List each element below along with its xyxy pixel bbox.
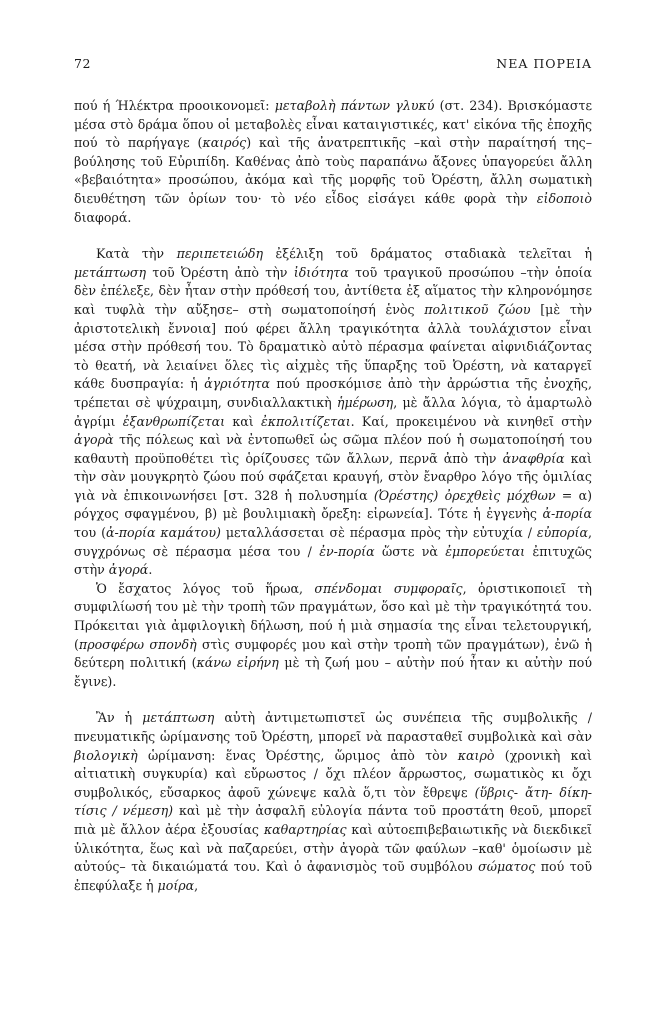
paragraph-1 (74, 97, 592, 227)
text-segment: αὐτὴ ἀντιμετωπιστεῖ ὡς συνέπεια τῆς συμβολικῆς / πνευματικῆς ὡρίμανσης τοῦ Ὀρέστη, μπορεῖ νὰ παρασταθεῖ συμβολικὰ καὶ σὰν (74, 710, 592, 744)
text-segment: ὡρίμανση: ἕνας Ὀρέστης, ὥριμος ἀπὸ τὸν (137, 747, 458, 763)
text-segment: , μὲ ἄλλα λόγια, τὸ ἁμαρτωλὸ ἀγρίμι (74, 394, 592, 429)
text-segment: Κατὰ τὴν (96, 246, 177, 262)
text-segment: ἐξέλιξη τοῦ δράματος σταδιακὰ τελεῖται ἡ (263, 246, 592, 262)
italic-text-segment: ἐξανθρωπίζεται (122, 413, 226, 429)
text-segment: Ἂν ἡ (96, 710, 143, 726)
italic-text-segment: καιρὸ (457, 747, 495, 763)
italic-text-segment: πολιτικοῦ ζώου (424, 301, 531, 317)
paragraph-2 (74, 245, 592, 580)
italic-text-segment: (ὕβρις- ἄτη- δίκη- τίσις / νέμεση) (74, 784, 593, 819)
italic-text-segment: ἀγορὰ (74, 432, 114, 448)
italic-text-segment: εἰδοποιὸ (536, 190, 592, 206)
italic-text-segment: βιολογικὴ (74, 747, 138, 763)
text-segment: , ὁριστικοποιεῖ τὴ συμφιλίωσή του μὲ τὴν τροπὴ τῶν πραγμάτων, ὅσο καὶ μὲ τὴν τραγικότητά του. Πρόκειται γιὰ ἀμφιλογικὴ δήλωση, πού ἡ μιὰ σημασία της εἶναι τελετουργική, ( (74, 580, 592, 652)
italic-text-segment: σώματος (478, 859, 536, 875)
italic-text-segment: σπένδομαι συμφοραῖς (314, 580, 463, 596)
text-segment: , (194, 877, 199, 893)
italic-text-segment: κάνω εἰρήνη (196, 655, 279, 671)
italic-text-segment: ἐμπορεύεται (445, 543, 526, 559)
page-number: 72 (74, 56, 91, 71)
text-segment: πού προσκόμισε ἀπὸ τὴν ἀρρώστια τῆς ἐνοχῆς, τρέπεται σὲ ψύχραιμη, συνδιαλλακτικὴ (74, 376, 592, 410)
text-segment: [μὲ τὴν ἀριστοτελικὴ ἔννοια] πού φέρει ἄλλη τραγικότητα ἀλλὰ τουλάχιστον εἶναι μέσα στὴν πρόθεσή του. Τὸ δραματικὸ αὐτὸ πέρασμα φαίνεται αἰφνιδιάζοντας τὸ θεατή, νὰ λειαίνει ὅλες τὶς αἰχμὲς τῆς ὕπαρξης τοῦ Ὀρέστη, νὰ καταργεῖ κάθε δυσπραγία: ἡ (74, 301, 592, 392)
text-segment: του ( (74, 525, 107, 541)
italic-text-segment: μετάπτωση (74, 264, 147, 280)
paragraph-3 (74, 580, 592, 692)
italic-text-segment: ἐκπολιτίζεται (260, 413, 351, 429)
italic-text-segment: μοίρα (157, 877, 195, 893)
text-segment: τοῦ τραγικοῦ προσώπου –τὴν ὁποία δὲν ἐπέλεξε, δὲν ἦταν στὴν πρόθεσή του, ἀντίθετα ἐξ αἵματος τὴν κληρονόμησε καὶ τυφλὰ τὴν αὔξησε– στὴ σωματοποίησή ἑνὸς (74, 264, 592, 317)
text-segment: ) καὶ τῆς ἀνατρεπτικῆς –καὶ στὴν παραίτησή της– βούλησης τοῦ Εὐριπίδη. Καθένας ἀπὸ τοὺς παραπάνω ἄξονες ὑπαγορεύει ἄλλη «βεβαιότητα» προσώπου, ἀκόμα καὶ τῆς μορφῆς τοῦ Ὀρέστη, ἄλλη σωματικὴ διευθέτηση τῶν ὁρίων του· τὸ νέο εἶδος εἰσάγει κάθε φορὰ τὴν (74, 135, 592, 206)
italic-text-segment: ἀγριότητα (204, 376, 271, 392)
text-segment: πού ή Ήλέκτρα προοικονομεῖ: (74, 98, 275, 113)
text-segment: . Καί, προκειμένου νὰ κινηθεῖ στὴν (350, 413, 592, 429)
text-segment: τῆς πόλεως καὶ νὰ ἐντοπωθεῖ ὡς σῶμα πλέον πού ἡ σωματοποίησή του καθαυτὴ προϋποθέτει τὶς ὁρίζουσες τῶν ἄλλων, περνᾶ ἀπὸ τὴν (74, 432, 592, 466)
italic-text-segment: προσφέρω σπονδὴ (78, 636, 197, 652)
italic-text-segment: ἰδιότητα (293, 264, 349, 280)
italic-text-segment: ἀναφθρία (502, 450, 565, 466)
italic-text-segment: μετάπτωση (142, 710, 215, 726)
text-segment: Ὁ ἔσχατος λόγος τοῦ ἥρωα, (96, 580, 315, 596)
text-segment: (χρονικὴ καὶ αἰτιατικὴ συγκυρία) καὶ εὔρωστος / ὄχι πλέον ἄρρωστος, σωματικὸς κι ὄχι συμβολικός, εὔσαρκος ἀφοῦ χώνεψε καλὰ ὅ,τι τὸν ἔθρεψε (74, 747, 592, 800)
italic-text-segment: ἡμέρωση (336, 394, 394, 410)
text-segment: στὶς συμφορές μου καὶ στὴν τροπὴ τῶν πραγμάτων), ἐνῶ ἡ δεύτερη πολιτική ( (74, 636, 592, 671)
text-segment: μὲ τὴ ζωή μου – αὐτὴν πού ἦταν κι αὐτὴν πού ἔγινε). (74, 655, 592, 689)
paragraph-gap (74, 227, 592, 245)
text-segment: καὶ μὲ τὴν ἀσφαλῆ εὐλογία πάντα τοῦ προστάτη θεοῦ, μπορεῖ πιὰ μὲ ἄλλον ἀέρα ἐξουσίας (74, 803, 592, 837)
text-segment: μεταλλάσσεται σὲ πέρασμα πρὸς τὴν εὐτυχία / (220, 525, 537, 541)
italic-text-segment: μεταβολὴ πάντων γλυκύ (274, 98, 435, 113)
text-segment: = α) ρόγχος σφαγμένου, β) μὲ βουλιμιακὴ ὄρεξη: εἰρωνεία]. Τότε ἡ ἐγγενὴς (74, 487, 593, 522)
italic-text-segment: ἀ-πορία καμάτου) (106, 525, 221, 541)
italic-text-segment: ἀ-πορία (542, 506, 592, 522)
text-segment: τοῦ Ὀρέστη ἀπὸ τὴν (146, 264, 294, 280)
italic-text-segment: ἀγορά (108, 562, 149, 578)
italic-text-segment: (Ὀρέστης) ὀρεχθεὶς μόχθων (373, 487, 556, 503)
italic-text-segment: περιπετειώδη (176, 246, 264, 262)
italic-text-segment: ἐν-πορία (319, 543, 375, 559)
paragraph-4 (74, 709, 592, 895)
text-segment: (στ. 234). Βρισκόμαστε μέσα στὸ δράμα ὅπου οἱ μεταβολὲς εἶναι καταιγιστικές, κατ' εἰκόνα τῆς ἐποχῆς πού τὸ παρήγαγε ( (74, 98, 592, 151)
body-text (74, 97, 592, 895)
text-segment: καὶ τὴν σὰν μουγκρητὸ ζώου πού σφάζεται κραυγή, στὸν ἔναρθρο λόγο τῆς ὁμιλίας γιὰ νὰ ἐπικοινωνήσει [στ. 328 ἡ πολυσημία (74, 450, 592, 503)
text-segment: διαφορά. (74, 209, 132, 225)
text-segment: καὶ (225, 413, 261, 429)
italic-text-segment: καιρός (202, 135, 247, 151)
text-segment: πού τοῦ ἐπεφύλαξε ἡ (74, 859, 592, 893)
text-segment: . (148, 562, 153, 578)
running-head: ΝΕΑ ΠΟΡΕΙΑ (496, 56, 592, 71)
italic-text-segment: καθαρτηρίας (263, 821, 347, 837)
paragraph-gap (74, 691, 592, 709)
text-segment: ἐπιτυχῶς στὴν (74, 543, 592, 578)
page-header (74, 56, 592, 76)
text-segment: , συγχρόνως σὲ πέρασμα μέσα του / (74, 525, 592, 559)
text-segment: καὶ αὐτοεπιβεβαιωτικῆς νὰ διεκδικεῖ ὑλικότητα, ἕως καὶ νὰ παζαρεύει, στὴν ἀγορὰ τῶν φαύλων –καθ' ὁμοίωσιν μὲ αὐτούς– τὰ δικαιώματά του. Καὶ ὁ ἀφανισμὸς τοῦ συμβόλου (74, 821, 592, 875)
text-segment: ὥστε νὰ (374, 543, 446, 559)
italic-text-segment: εὐπορία (536, 525, 588, 541)
